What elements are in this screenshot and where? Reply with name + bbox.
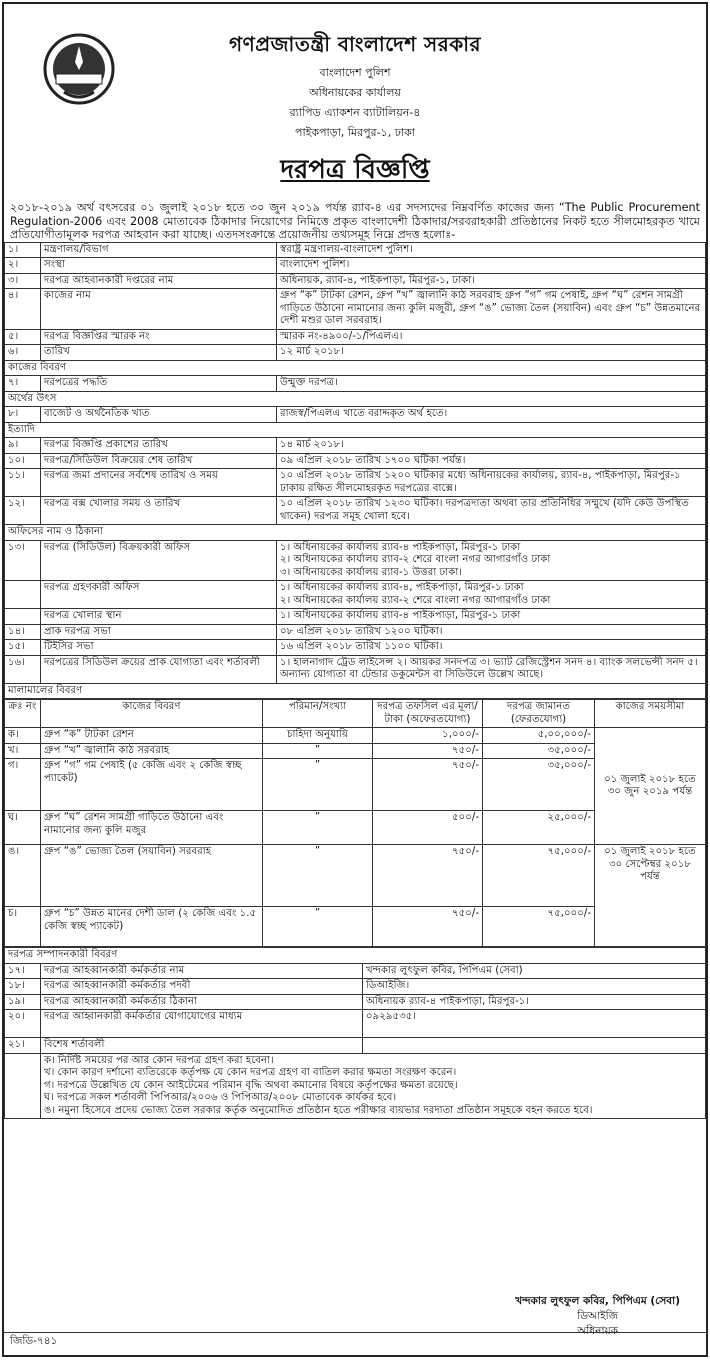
item-qty: ” — [263, 811, 373, 845]
row-label: দরপত্র বক্স খোলার সময় ও তারিখ — [41, 497, 277, 525]
item-row — [5, 728, 706, 744]
row-label: কাজের নাম — [41, 289, 277, 330]
table-row — [5, 963, 706, 979]
gd-number: জিডি-৭৪১ — [10, 1335, 58, 1347]
row-no — [5, 609, 41, 625]
row-label: প্রাক দরপত্র সভা — [41, 624, 277, 640]
item-price: ৫০০/- — [373, 811, 483, 845]
row-no: ১। — [5, 242, 41, 258]
item-no: খ। — [5, 743, 41, 759]
row-label: দরপত্র খোলার স্থান — [41, 609, 277, 625]
col-qty: পরিমান/সংখ্যা — [263, 700, 373, 728]
row-value — [277, 581, 706, 609]
row-label: দরপত্র জমা প্রদানের সর্বশেষ তারিখ ও সময় — [41, 469, 277, 497]
item-qty: ” — [263, 845, 373, 907]
row-label: বাজেট ও অর্থনৈতিক খাত — [41, 407, 277, 423]
row-no — [5, 581, 41, 609]
signatory-name: খন্দকার লুৎফুল কবির, পিপিএম (সেবা) — [515, 1295, 680, 1307]
item-desc: গ্রুপ “ঙ” ভোজ্য তৈল (সয়াবিন) সরবরাহ — [41, 845, 263, 907]
item-row — [5, 845, 706, 907]
details-table — [4, 242, 706, 700]
item-qty: ” — [263, 907, 373, 947]
item-no: ক। — [5, 728, 41, 744]
item-qty: ” — [263, 759, 373, 811]
row-label: দরপত্র গ্রহণকারী অফিস — [41, 581, 277, 609]
row-value: ০৯২৯৫৩৫। — [363, 1010, 706, 1038]
conditions-list — [41, 1053, 706, 1119]
item-no: চ। — [5, 907, 41, 947]
item-desc: গ্রুপ “ঘ” রেশন সামগ্রী গাড়িতে উঠানো এবং নামানোর জন্য কুলি মজুর — [41, 811, 263, 845]
table-row — [5, 376, 706, 392]
row-value: রাজস্ব/পিএলএ খাতে বরাদ্দকৃত অর্থ হতে। — [277, 407, 706, 423]
section-office: অফিসের নাম ও ঠিকানা — [5, 525, 706, 541]
row-label: তারিখ — [41, 345, 277, 361]
row-value: স্বরাষ্ট্র মন্ত্রণালয়-বাংলাদেশ পুলিশ। — [277, 242, 706, 258]
item-deposit: ৭৫,০০০/- — [483, 845, 595, 907]
row-value: বাংলাদেশ পুলিশ। — [277, 258, 706, 274]
row-no: ২১। — [5, 1038, 41, 1054]
row-value: ১০ এপ্রিল ২০১৮ তারিখ ১২৩০ ঘটিকা। দরপত্রদাতা অথবা তার প্রতিনিধির সম্মুখে (যদি কেউ উপস্থিত থাকেন) দরপত্র সমূহ খোলা হবে। — [277, 497, 706, 525]
items-header-row — [5, 700, 706, 728]
notice-title: দরপত্র বিজ্ঞপ্তি — [280, 155, 430, 185]
row-value: অধিনায়ক র‍্যাব-৪ পাইকপাড়া, মিরপুর-১। — [363, 994, 706, 1010]
item-no: ঙ। — [5, 845, 41, 907]
row-label: দরপত্র (সিডিউল) বিক্রয়কারী অফিস — [41, 540, 277, 581]
intro-part1: ২০১৮-২০১৯ অর্থ বৎসরের ০১ জুলাই ২০১৮ হতে ৩০ জুন ২০১৯ পর্যন্ত র‍্যাব-৪ এর সদস্যদের নিম্নবর্ণিত কাজের জন্য “The Public Procurement Regulation-2006 এবং 2008 — [10, 201, 700, 228]
section-heading — [5, 683, 706, 699]
table-row — [5, 581, 706, 609]
row-value: ১৬ এপ্রিল ২০১৮ তারিখ ১১০০ ঘটিকা। — [277, 640, 706, 656]
row-no: ৪। — [5, 289, 41, 330]
row-value: ১। অধিনায়কের কার্যালয় র‍্যাব-৪ পাইকপাড়া, মিরপুর-১ ঢাকা — [277, 609, 706, 625]
row-label: দরপত্রের সিডিউল ক্রয়ের প্রাক যোগ্যতা এবং শর্তাবলী — [41, 655, 277, 683]
row-value: গ্রুপ “ক” টাটকা রেশন, গ্রুপ “খ” জ্বালানি কাঠ সরবরাহ গ্রুপ “গ” গম পেষাই, গ্রুপ “ঘ” রেশন সামগ্রী গাড়িতে উঠানো নামানোর জন্য কুলি মজুরী, গ্রুপ “ঙ” ভোজ্য তৈল (সয়াবিন) এবং গ্রুপ “চ” উন্নতমানের দেশী মশুর ডাল সরবরাহ। — [277, 289, 706, 330]
police-name: বাংলাদেশ পুলিশ — [319, 66, 391, 79]
section-work: কাজের বিবরণ — [5, 360, 706, 376]
row-label: দরপত্র আহব্বানকারী কর্মকর্তার পদবী — [41, 979, 363, 995]
item-price: ৭৫০/- — [373, 759, 483, 811]
row-no: ৬। — [5, 345, 41, 361]
govt-title: গণপ্রজাতন্ত্রী বাংলাদেশ সরকার — [229, 32, 481, 56]
table-row — [5, 1010, 706, 1038]
row-no: ১৯। — [5, 994, 41, 1010]
section-misc: ইত্যাদি — [5, 422, 706, 438]
item-deposit: ৫,০০,০০০/- — [483, 728, 595, 744]
row-value: ০৮ এপ্রিল ২০১৮ তারিখ ১২০০ ঘটিকা। — [277, 624, 706, 640]
tender-notice-page — [2, 2, 708, 1357]
table-row — [5, 258, 706, 274]
table-row — [5, 407, 706, 423]
row-label: দরপত্র বিজ্ঞপ্তির স্মারক নং — [41, 329, 277, 345]
section-heading — [5, 360, 706, 376]
table-row — [5, 1038, 706, 1054]
item-desc: গ্রুপ “গ” গম পেষাই (৫ কেজি এবং ২ কেজি স্বচ্ছ প্যাকেট) — [41, 759, 263, 811]
row-value: স্মারক নং-৪৯০০/-১/পিএলএ। — [277, 329, 706, 345]
row-value: উন্মুক্ত দরপত্র। — [277, 376, 706, 392]
row-label: মন্ত্রণালয়/বিভাগ — [41, 242, 277, 258]
office-line: ২। অধিনায়কের কার্যালয় র‍্যাব-২ শেরে বাংলা নগর আগারগাঁও ঢাকা — [280, 554, 551, 565]
row-no: ১২। — [5, 497, 41, 525]
row-value: ডিআইজি। — [363, 979, 706, 995]
item-qty: চাহিদা অনুযায়ি — [263, 728, 373, 744]
section-goods: মালামালের বিবরণ — [5, 683, 706, 699]
table-row — [5, 242, 706, 258]
row-label: দরপত্রের পদ্ধতি — [41, 376, 277, 392]
row-value — [363, 1038, 706, 1054]
row-value — [277, 540, 706, 581]
row-label: দরপত্র আহব্বানকারী কর্মকর্তার নাম — [41, 963, 363, 979]
office-line: ৩। অধিনায়কের কার্যালয় র‍্যাব-১ উত্তরা ঢাকা। — [280, 566, 462, 578]
row-label: দরপত্র বিজ্ঞপ্তি প্রকাশের তারিখ — [41, 438, 277, 454]
item-price: ৭৫০/- — [373, 743, 483, 759]
col-desc: কাজের বিবরণ — [41, 700, 263, 728]
table-row — [5, 289, 706, 330]
row-value: ০৯ এপ্রিল ২০১৮ তারিখ ১৭০০ ঘটিকা পর্যন্ত। — [277, 453, 706, 469]
row-no: ১৮। — [5, 979, 41, 995]
section-officer: দরপত্র সম্পাদনকারী বিবরণ — [5, 948, 706, 964]
item-period: ০১ জুলাই ২০১৮ হতে ৩০ জুন ২০১৯ পর্যন্ত — [595, 728, 706, 845]
table-row — [5, 438, 706, 454]
item-desc: গ্রুপ “চ” উন্নত মানের দেশী ডাল (২ কেজি এবং ১.৫ কেজি স্বচ্ছ প্যাকেট) — [41, 907, 263, 947]
battalion-name: র‍্যাপিড এ্যাকশন ব্যাটালিয়ন-৪ — [289, 106, 421, 119]
item-no: ঘ। — [5, 811, 41, 845]
row-label: দরপত্র আহবানকারী দপ্তরের নাম — [41, 273, 277, 289]
item-deposit: ২৫,০০০/- — [483, 811, 595, 845]
row-no: ২। — [5, 258, 41, 274]
row-no: ১৩। — [5, 540, 41, 581]
table-row — [5, 345, 706, 361]
items-table — [4, 699, 706, 947]
col-no: ক্রঃ নং — [5, 700, 41, 728]
row-no: ১৬। — [5, 655, 41, 683]
row-no: ২০। — [5, 1010, 41, 1038]
row-no: ৩। — [5, 273, 41, 289]
row-value: ১৪ মার্চ ২০১৮। — [277, 438, 706, 454]
item-deposit: ৩৫,০০০/- — [483, 759, 595, 811]
row-label: টিইসির সভা — [41, 640, 277, 656]
office-address: পাইকপাড়া, মিরপুর-১, ঢাকা — [295, 126, 415, 139]
police-emblem-icon — [42, 32, 116, 106]
office-line: ১। অধিনায়কের কার্যালয় র‍্যাব-৪ পাইকপাড়া, মিরপুর-১ ঢাকা — [280, 541, 521, 553]
row-value: ১২ মার্চ ২০১৮। — [277, 345, 706, 361]
office-line: ১। অধিনায়কের কার্যালয় র‍্যাব-৪, পাইকপাড়া, মিরপুর-১ ঢাকা — [280, 582, 524, 593]
row-no: ৭। — [5, 376, 41, 392]
condition-item: ক। নির্দিষ্ট সময়ের পর আর কোন দরপত্র গ্রহণ করা হবেনা। — [44, 1054, 274, 1066]
col-deposit: দরপত্র জামানত (ফেরতযোগ্য) — [483, 700, 595, 728]
table-row — [5, 329, 706, 345]
condition-item: ঙ। নমুনা হিসেবে প্রদেয় ভোজ্য তৈল সরকার কর্তৃক অনুমোদিত প্রতিষ্ঠান হতে পরীক্ষার ব্যয়ভার দরদাতা প্রতিষ্ঠান সমূহকে বহন করতে হবে। — [44, 1104, 593, 1116]
row-value: ১। হালনাগাদ ট্রেড লাইসেন্স ২। আয়কর সনদপত্র ৩। ভ্যাট রেজিস্ট্রেশন সনদ ৪। ব্যাংক সলভেন্সী সনদ ৫। অন্যান্য যোগ্যতা বা টেন্ডার ডকুমেন্টস বা সিডিউলে উল্লেখ আছে। — [277, 655, 706, 683]
row-no: ৫। — [5, 329, 41, 345]
table-row — [5, 453, 706, 469]
table-row — [5, 624, 706, 640]
signatory-rank: ডিআইজি — [577, 1310, 619, 1322]
table-row — [5, 640, 706, 656]
section-heading — [5, 948, 706, 964]
intro-paragraph — [4, 201, 706, 242]
row-no: ১৫। — [5, 640, 41, 656]
col-price: দরপত্র তফসিল এর মূল্য/টাকা (অফেরতযোগ্য) — [373, 700, 483, 728]
row-no: ১০। — [5, 453, 41, 469]
table-row — [5, 655, 706, 683]
row-label: দরপত্র/সিডিউল বিক্রয়ের শেষ তারিখ — [41, 453, 277, 469]
item-period: ০১ জুলাই ২০১৮ হতে ৩০ সেপ্টেম্বর ২০১৮ পর্যন্ত — [595, 845, 706, 947]
signatory-post: অধিনায়ক — [577, 1325, 619, 1337]
divider — [4, 1332, 706, 1333]
item-price: ৭৫০/- — [373, 845, 483, 907]
row-label: দরপত্র আহ্বানকারী কর্মকর্তার যোগাযোগের মাধ্যম — [41, 1010, 363, 1038]
condition-item: গ। দরপত্রে উল্লেখিত যে কোন আইটেমের পরিমান বৃদ্ধি অথবা কমানোর বিষয়ে কর্তৃপক্ষের ক্ষমতা রয়েছে। — [44, 1079, 458, 1091]
conditions-row — [5, 1053, 706, 1119]
row-value: ১০ এপ্রিল ২০১৮ তারিখ ১২০০ ঘটিকার মধ্যে অধিনায়কের কার্যালয়, র‍্যাব-৪, পাইকপাড়া, মিরপুর-১ ঢাকায় রক্ষিত সীলমোহরকৃত দরপত্রের বাক্সে। — [277, 469, 706, 497]
row-no: ১৭। — [5, 963, 41, 979]
item-qty: ” — [263, 743, 373, 759]
row-value: অধিনায়ক, র‍্যাব-৪, পাইকপাড়া, মিরপুর-১, ঢাকা। — [277, 273, 706, 289]
intro-part2: মোতাবেক ঠিকাদার নিয়োগের নিমিত্তে প্রকৃত বাংলাদেশী ঠিকাদার/সরবরাহকারী প্রতিষ্ঠানের নিকট হতে সীলমোহরকৃত খামে প্রতিযোগীতামূলক দরপত্র আহবান করা যাচ্ছে। এতদসংক্রান্তে প্রয়োজনীয় তথ্যসমূহ নিম্নে প্রদত্ত হলোঃ- — [10, 214, 700, 241]
item-price: ১,০০০/- — [373, 728, 483, 744]
col-period: কাজের সময়সীমা — [595, 700, 706, 728]
section-heading — [5, 422, 706, 438]
section-fund: অর্থের উৎস — [5, 391, 706, 407]
table-row — [5, 497, 706, 525]
table-row — [5, 469, 706, 497]
office-line: ২। অধিনায়কের কার্যালয় র‍্যাব-২ শেরে বাংলা নগর আগারগাঁও ঢাকা — [280, 594, 551, 606]
section-heading — [5, 391, 706, 407]
condition-item: খ। কোন কারণ দর্শানো ব্যতিরেকে কর্তৃপক্ষ যে কোন দরপত্র গ্রহণ বা বাতিল করার ক্ষমতা সংরক্ষণ করেন। — [44, 1067, 457, 1078]
table-row — [5, 994, 706, 1010]
row-label: সংস্থা — [41, 258, 277, 274]
row-label: বিশেষ শর্তাবলী — [41, 1038, 363, 1054]
table-row — [5, 540, 706, 581]
item-desc: গ্রুপ “খ” জ্বালানি কাঠ সরবরাহ — [41, 743, 263, 759]
table-row — [5, 609, 706, 625]
office-name: অধিনায়কের কার্যালয় — [309, 86, 401, 99]
table-row — [5, 273, 706, 289]
item-no: গ। — [5, 759, 41, 811]
row-no: ১১। — [5, 469, 41, 497]
officer-table — [4, 947, 706, 1119]
row-label: দরপত্র আহব্বানকারী কর্মকর্তার ঠিকানা — [41, 994, 363, 1010]
condition-item: ঘ। দরপত্রে সকল শর্তাবলী পিপিআর/২০০৬ ও পিপিআর/২০০৮ মোতাবেক কার্যকর হবে। — [44, 1092, 397, 1103]
row-no: ৮। — [5, 407, 41, 423]
item-deposit: ৩৫,০০০/- — [483, 743, 595, 759]
table-row — [5, 979, 706, 995]
row-value: খন্দকার লুৎফুল কবির, পিপিএম (সেবা) — [363, 963, 706, 979]
row-no — [5, 1053, 41, 1119]
section-heading — [5, 525, 706, 541]
item-deposit: ৭৫,০০০/- — [483, 907, 595, 947]
item-price: ৭৫০/- — [373, 907, 483, 947]
row-no: ১৪। — [5, 624, 41, 640]
item-desc: গ্রুপ “ক” টাটকা রেশন — [41, 728, 263, 744]
row-no: ৯। — [5, 438, 41, 454]
